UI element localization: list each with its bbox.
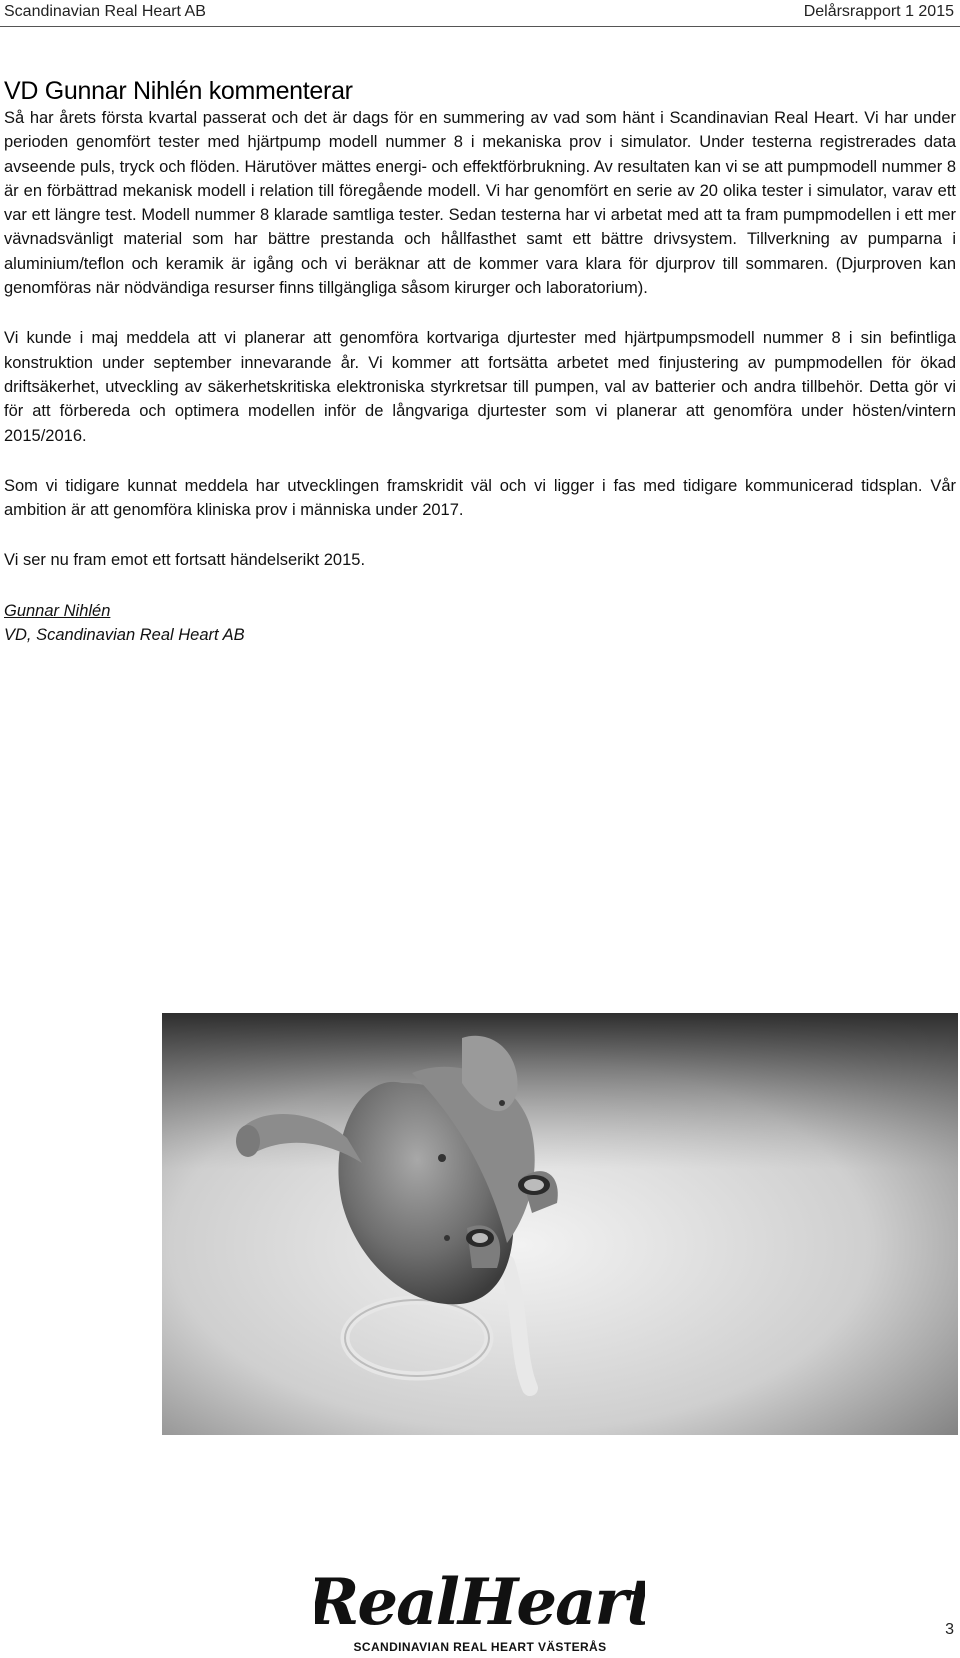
heart-pump-photo xyxy=(162,1013,958,1435)
header-report-title: Delårsrapport 1 2015 xyxy=(803,3,954,20)
paragraph-2: Vi kunde i maj meddela att vi planerar att genomföra kortvariga djurtester med hjärtpumpsmodell nummer 8 i sin befintliga konstruktion under september innevarande år. Vi kommer att fortsätta arbetet med finjustering av pumpmodellen för ökad driftsäkerhet, utveckling av säkerhetskritiska elektroniska styrkretsar till pumpen, val av batterier och andra tillbehör. Detta gör vi för att förbereda och optimera modellen inför de långvariga djurtester som vi planerar att genomföra under hösten/vintern 2015/2016. xyxy=(4,329,956,445)
signature-name: Gunnar Nihlén xyxy=(4,601,111,620)
page-header xyxy=(0,0,960,27)
paragraph-3: Som vi tidigare kunnat meddela har utvecklingen framskridit väl och vi ligger i fas med tidigare kommunicerad tidsplan. Vår ambition är att genomföra kliniska prov i människa under 2017. xyxy=(4,476,956,520)
logo-wordmark xyxy=(315,1562,645,1636)
header-company: Scandinavian Real Heart AB xyxy=(4,3,206,20)
paragraph-4: Vi ser nu fram emot ett fortsatt händelserikt 2015. xyxy=(4,551,366,570)
logo-tagline: SCANDINAVIAN REAL HEART VÄSTERÅS xyxy=(353,1640,607,1654)
page-title: VD Gunnar Nihlén kommenterar xyxy=(4,77,353,105)
paragraph-1: Så har årets första kvartal passerat och det är dags för en summering av vad som hänt i Scandinavian Real Heart. Vi har under perioden genomfört tester med hjärtpump modell nummer 8 i mekaniska prov i simulator. Under testerna registrerades data avseende puls, tryck och flöden. Härutöver mättes energi- och effektförbrukning. Av resultaten kan vi se att pumpmodell nummer 8 är en förbättrad mekanisk modell i relation till föregående modell. Vi har genomfört en serie av 20 olika tester i simulator, varav ett var ett längre test. Modell nummer 8 klarade samtliga tester. Sedan testerna har vi arbetat med att ta fram pumpmodellen i ett mer vävnadsvänligt material som har bättre prestanda och hållfasthet samt ett bättre drivsystem. Tillverkning av pumparna i aluminium/teflon och keramik är igång och vi beräknar att de kommer vara klara för djurprov till sommaren. (Djurproven kan genomföras när nödvändiga resurser finns tillgängliga såsom kirurger och laboratorium). xyxy=(4,109,956,298)
svg-text:RealHeart: RealHeart xyxy=(315,1565,645,1636)
realheart-logo xyxy=(315,1562,645,1658)
signature-role: VD, Scandinavian Real Heart AB xyxy=(4,625,245,644)
page-number: 3 xyxy=(945,1621,954,1638)
article xyxy=(4,76,956,647)
